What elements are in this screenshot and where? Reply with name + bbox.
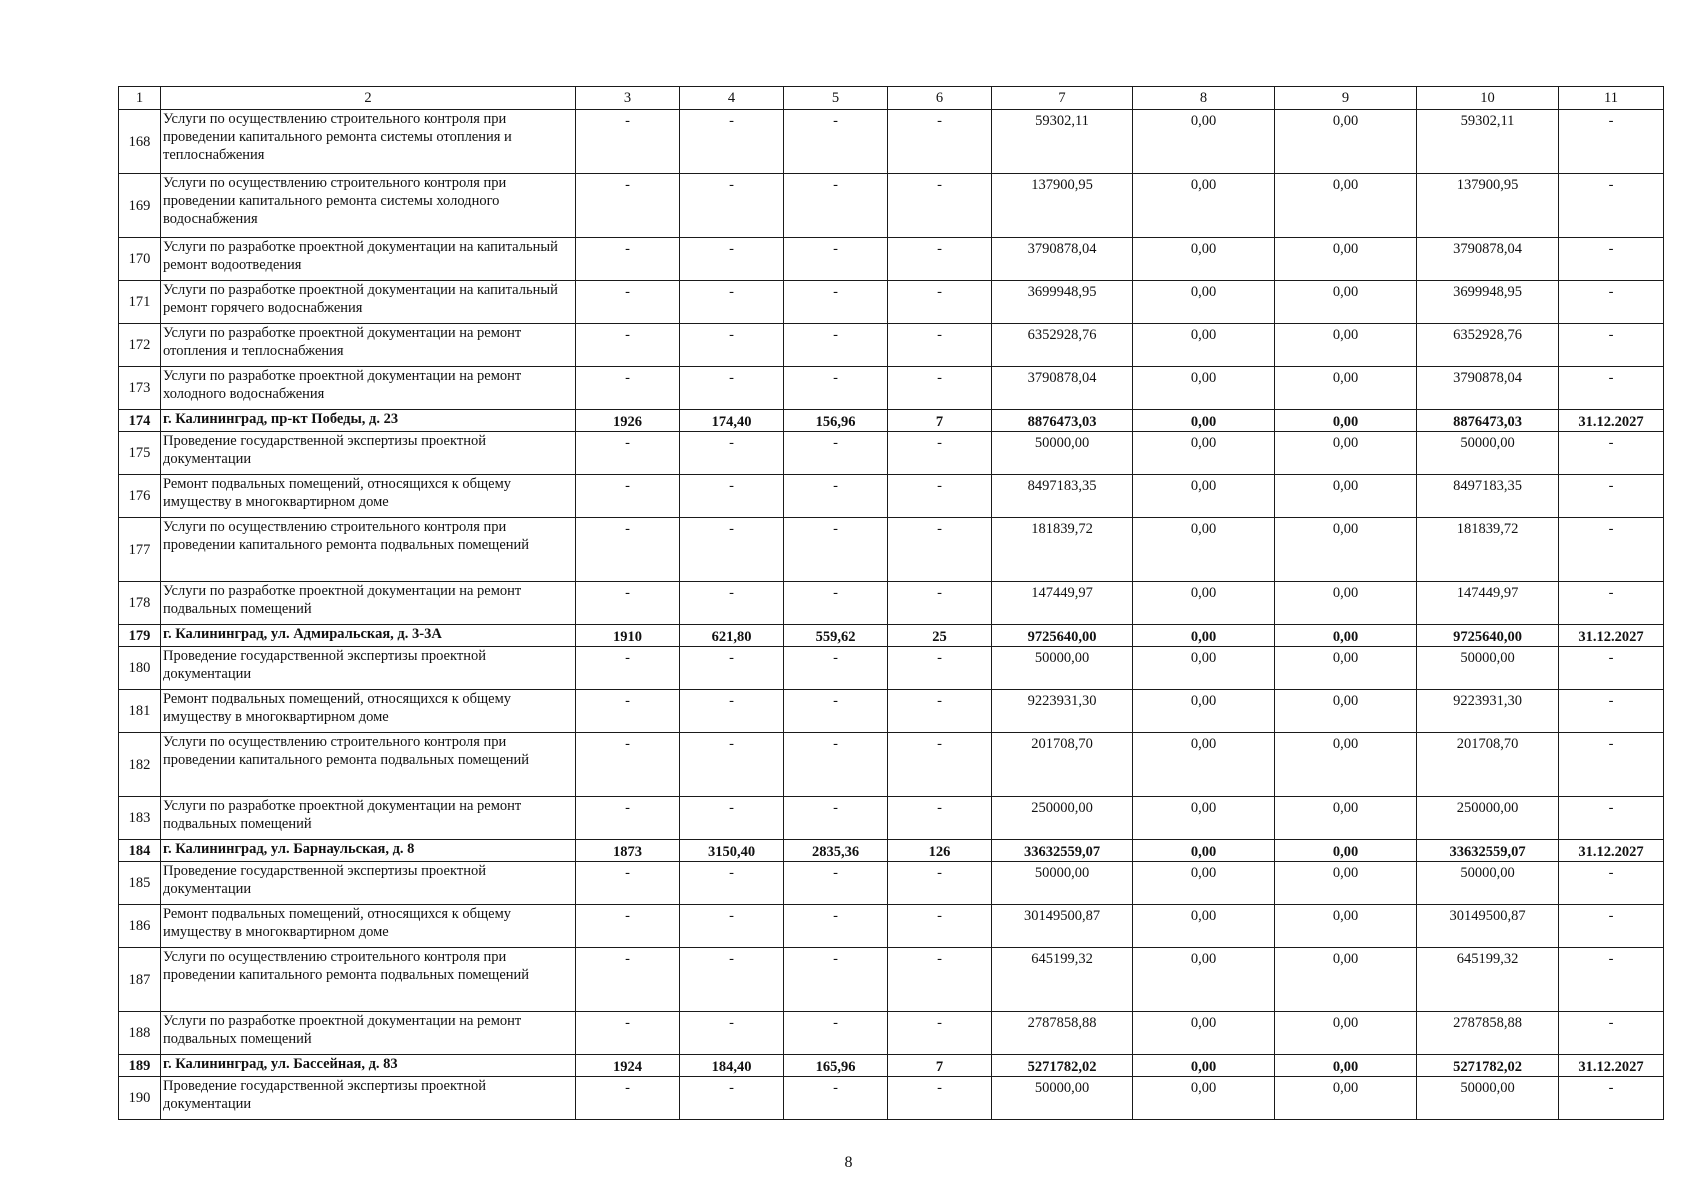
work-description-cell: Услуги по разработке проектной документации на ремонт холодного водоснабжения [161,367,576,410]
local-funds-cell: 0,00 [1275,862,1417,905]
federal-funds-cell: 0,00 [1133,948,1275,1012]
row-number-cell: 190 [119,1077,161,1120]
address-row [119,1055,1664,1077]
residents-count-cell: - [888,238,992,281]
residential-area-cell: - [784,733,888,797]
owner-funds-cell: 8497183,35 [1417,475,1559,518]
residents-count-cell: - [888,905,992,948]
federal-funds-cell: 0,00 [1133,1012,1275,1055]
row-number-cell: 170 [119,238,161,281]
federal-funds-cell: 0,00 [1133,1055,1275,1077]
local-funds-cell: 0,00 [1275,432,1417,475]
total-area-cell: - [680,518,784,582]
residents-count-cell: - [888,475,992,518]
total-area-cell: - [680,690,784,733]
owner-funds-cell: 30149500,87 [1417,905,1559,948]
total-cost-cell: 2787858,88 [992,1012,1133,1055]
total-area-cell: - [680,582,784,625]
commission-year-cell: - [576,690,680,733]
total-cost-cell: 137900,95 [992,174,1133,238]
residents-count-cell: 25 [888,625,992,647]
completion-date-cell: - [1559,281,1664,324]
work-item-row [119,582,1664,625]
owner-funds-cell: 50000,00 [1417,647,1559,690]
residents-count-cell: - [888,324,992,367]
completion-date-cell: - [1559,110,1664,174]
row-number-cell: 187 [119,948,161,1012]
work-description-cell: Услуги по осуществлению строительного контроля при проведении капитального ремонта системы холодного водоснабжения [161,174,576,238]
completion-date-cell: - [1559,905,1664,948]
completion-date-cell: - [1559,367,1664,410]
total-cost-cell: 250000,00 [992,797,1133,840]
row-number-cell: 183 [119,797,161,840]
completion-date-cell: - [1559,733,1664,797]
row-number-cell: 177 [119,518,161,582]
row-number-cell: 189 [119,1055,161,1077]
owner-funds-cell: 147449,97 [1417,582,1559,625]
work-description-cell: г. Калининград, пр-кт Победы, д. 23 [161,410,576,432]
federal-funds-cell: 0,00 [1133,625,1275,647]
residential-area-cell: - [784,1077,888,1120]
residential-area-cell: - [784,174,888,238]
work-item-row [119,110,1664,174]
total-area-cell: - [680,281,784,324]
completion-date-cell: - [1559,1077,1664,1120]
commission-year-cell: - [576,797,680,840]
work-description-cell: Услуги по осуществлению строительного контроля при проведении капитального ремонта подвальных помещений [161,948,576,1012]
total-area-cell: - [680,1012,784,1055]
federal-funds-cell: 0,00 [1133,647,1275,690]
work-item-row [119,1077,1664,1120]
residential-area-cell: - [784,797,888,840]
column-header: 2 [161,87,576,110]
residents-count-cell: 7 [888,410,992,432]
work-item-row [119,948,1664,1012]
residents-count-cell: - [888,174,992,238]
work-item-row [119,324,1664,367]
total-cost-cell: 3790878,04 [992,367,1133,410]
total-area-cell: - [680,174,784,238]
federal-funds-cell: 0,00 [1133,324,1275,367]
work-item-row [119,518,1664,582]
work-item-row [119,647,1664,690]
owner-funds-cell: 2787858,88 [1417,1012,1559,1055]
residents-count-cell: - [888,281,992,324]
owner-funds-cell: 181839,72 [1417,518,1559,582]
work-description-cell: Услуги по осуществлению строительного контроля при проведении капитального ремонта системы отопления и теплоснабжения [161,110,576,174]
row-number-cell: 168 [119,110,161,174]
total-cost-cell: 33632559,07 [992,840,1133,862]
column-header: 9 [1275,87,1417,110]
total-cost-cell: 50000,00 [992,1077,1133,1120]
work-description-cell: Услуги по разработке проектной документации на ремонт подвальных помещений [161,582,576,625]
commission-year-cell: 1910 [576,625,680,647]
total-area-cell: - [680,324,784,367]
commission-year-cell: - [576,432,680,475]
residential-area-cell: - [784,324,888,367]
owner-funds-cell: 59302,11 [1417,110,1559,174]
residents-count-cell: 126 [888,840,992,862]
total-area-cell: - [680,733,784,797]
residential-area-cell: - [784,367,888,410]
residents-count-cell: - [888,647,992,690]
completion-date-cell: - [1559,324,1664,367]
residents-count-cell: - [888,432,992,475]
federal-funds-cell: 0,00 [1133,174,1275,238]
commission-year-cell: - [576,475,680,518]
commission-year-cell: - [576,110,680,174]
local-funds-cell: 0,00 [1275,797,1417,840]
work-item-row [119,862,1664,905]
work-description-cell: Услуги по разработке проектной документации на капитальный ремонт водоотведения [161,238,576,281]
address-row [119,625,1664,647]
work-description-cell: Услуги по разработке проектной документации на ремонт подвальных помещений [161,797,576,840]
residential-area-cell: - [784,1012,888,1055]
completion-date-cell: 31.12.2027 [1559,625,1664,647]
page-number: 8 [844,1154,853,1171]
local-funds-cell: 0,00 [1275,1012,1417,1055]
owner-funds-cell: 3790878,04 [1417,238,1559,281]
work-item-row [119,475,1664,518]
row-number-cell: 188 [119,1012,161,1055]
work-description-cell: Ремонт подвальных помещений, относящихся к общему имуществу в многоквартирном доме [161,690,576,733]
local-funds-cell: 0,00 [1275,518,1417,582]
federal-funds-cell: 0,00 [1133,410,1275,432]
total-cost-cell: 5271782,02 [992,1055,1133,1077]
total-cost-cell: 50000,00 [992,432,1133,475]
federal-funds-cell: 0,00 [1133,432,1275,475]
federal-funds-cell: 0,00 [1133,1077,1275,1120]
completion-date-cell: - [1559,1012,1664,1055]
work-description-cell: Проведение государственной экспертизы проектной документации [161,862,576,905]
local-funds-cell: 0,00 [1275,1055,1417,1077]
document-sheet [118,86,1663,1120]
total-cost-cell: 50000,00 [992,647,1133,690]
work-item-row [119,1012,1664,1055]
row-number-cell: 182 [119,733,161,797]
row-number-cell: 172 [119,324,161,367]
address-row [119,840,1664,862]
total-cost-cell: 9725640,00 [992,625,1133,647]
residential-area-cell: 165,96 [784,1055,888,1077]
federal-funds-cell: 0,00 [1133,518,1275,582]
local-funds-cell: 0,00 [1275,948,1417,1012]
owner-funds-cell: 9725640,00 [1417,625,1559,647]
total-area-cell: - [680,475,784,518]
column-header: 8 [1133,87,1275,110]
residents-count-cell: - [888,948,992,1012]
commission-year-cell: - [576,1012,680,1055]
local-funds-cell: 0,00 [1275,690,1417,733]
federal-funds-cell: 0,00 [1133,862,1275,905]
work-description-cell: Услуги по разработке проектной документации на ремонт подвальных помещений [161,1012,576,1055]
residents-count-cell: - [888,690,992,733]
owner-funds-cell: 6352928,76 [1417,324,1559,367]
commission-year-cell: - [576,238,680,281]
commission-year-cell: - [576,1077,680,1120]
total-cost-cell: 8497183,35 [992,475,1133,518]
owner-funds-cell: 33632559,07 [1417,840,1559,862]
row-number-cell: 181 [119,690,161,733]
work-description-cell: Ремонт подвальных помещений, относящихся к общему имуществу в многоквартирном доме [161,905,576,948]
column-header: 5 [784,87,888,110]
total-area-cell: - [680,432,784,475]
federal-funds-cell: 0,00 [1133,733,1275,797]
row-number-cell: 179 [119,625,161,647]
column-header: 6 [888,87,992,110]
total-area-cell: - [680,905,784,948]
owner-funds-cell: 50000,00 [1417,862,1559,905]
federal-funds-cell: 0,00 [1133,281,1275,324]
residents-count-cell: - [888,1012,992,1055]
local-funds-cell: 0,00 [1275,625,1417,647]
owner-funds-cell: 8876473,03 [1417,410,1559,432]
commission-year-cell: - [576,862,680,905]
owner-funds-cell: 645199,32 [1417,948,1559,1012]
owner-funds-cell: 201708,70 [1417,733,1559,797]
owner-funds-cell: 250000,00 [1417,797,1559,840]
column-header: 4 [680,87,784,110]
total-cost-cell: 181839,72 [992,518,1133,582]
work-description-cell: Услуги по разработке проектной документации на ремонт отопления и теплоснабжения [161,324,576,367]
row-number-cell: 174 [119,410,161,432]
total-cost-cell: 9223931,30 [992,690,1133,733]
total-area-cell: - [680,238,784,281]
completion-date-cell: 31.12.2027 [1559,410,1664,432]
row-number-cell: 178 [119,582,161,625]
federal-funds-cell: 0,00 [1133,905,1275,948]
residents-count-cell: - [888,110,992,174]
commission-year-cell: - [576,324,680,367]
federal-funds-cell: 0,00 [1133,475,1275,518]
local-funds-cell: 0,00 [1275,905,1417,948]
column-number-header-row [119,87,1664,110]
federal-funds-cell: 0,00 [1133,582,1275,625]
residents-count-cell: - [888,518,992,582]
total-cost-cell: 3790878,04 [992,238,1133,281]
commission-year-cell: 1873 [576,840,680,862]
work-description-cell: Проведение государственной экспертизы проектной документации [161,1077,576,1120]
residential-area-cell: 156,96 [784,410,888,432]
commission-year-cell: - [576,948,680,1012]
local-funds-cell: 0,00 [1275,238,1417,281]
completion-date-cell: - [1559,948,1664,1012]
total-area-cell: - [680,367,784,410]
residential-area-cell: - [784,432,888,475]
work-item-row [119,432,1664,475]
local-funds-cell: 0,00 [1275,367,1417,410]
work-item-row [119,797,1664,840]
commission-year-cell: - [576,905,680,948]
table-body [119,87,1664,1120]
completion-date-cell: 31.12.2027 [1559,1055,1664,1077]
total-area-cell: - [680,1077,784,1120]
column-header: 10 [1417,87,1559,110]
federal-funds-cell: 0,00 [1133,238,1275,281]
total-area-cell: - [680,948,784,1012]
total-area-cell: 621,80 [680,625,784,647]
local-funds-cell: 0,00 [1275,733,1417,797]
owner-funds-cell: 137900,95 [1417,174,1559,238]
commission-year-cell: - [576,174,680,238]
residents-count-cell: - [888,862,992,905]
work-item-row [119,238,1664,281]
row-number-cell: 185 [119,862,161,905]
total-area-cell: - [680,647,784,690]
row-number-cell: 169 [119,174,161,238]
work-item-row [119,690,1664,733]
total-cost-cell: 50000,00 [992,862,1133,905]
total-area-cell: - [680,862,784,905]
federal-funds-cell: 0,00 [1133,840,1275,862]
work-description-cell: Проведение государственной экспертизы проектной документации [161,432,576,475]
commission-year-cell: - [576,733,680,797]
total-cost-cell: 201708,70 [992,733,1133,797]
total-cost-cell: 3699948,95 [992,281,1133,324]
registry-table [118,86,1664,1120]
federal-funds-cell: 0,00 [1133,690,1275,733]
residential-area-cell: - [784,518,888,582]
completion-date-cell: - [1559,690,1664,733]
local-funds-cell: 0,00 [1275,110,1417,174]
completion-date-cell: - [1559,647,1664,690]
federal-funds-cell: 0,00 [1133,110,1275,174]
row-number-cell: 175 [119,432,161,475]
commission-year-cell: - [576,647,680,690]
work-description-cell: Ремонт подвальных помещений, относящихся к общему имуществу в многоквартирном доме [161,475,576,518]
commission-year-cell: - [576,582,680,625]
commission-year-cell: - [576,518,680,582]
residential-area-cell: - [784,948,888,1012]
completion-date-cell: - [1559,862,1664,905]
residents-count-cell: - [888,797,992,840]
address-row [119,410,1664,432]
row-number-cell: 171 [119,281,161,324]
residential-area-cell: - [784,647,888,690]
column-header: 7 [992,87,1133,110]
local-funds-cell: 0,00 [1275,1077,1417,1120]
owner-funds-cell: 50000,00 [1417,1077,1559,1120]
federal-funds-cell: 0,00 [1133,797,1275,840]
work-item-row [119,281,1664,324]
work-description-cell: Услуги по осуществлению строительного контроля при проведении капитального ремонта подвальных помещений [161,733,576,797]
residential-area-cell: - [784,238,888,281]
local-funds-cell: 0,00 [1275,324,1417,367]
work-description-cell: Услуги по разработке проектной документации на капитальный ремонт горячего водоснабжения [161,281,576,324]
commission-year-cell: 1924 [576,1055,680,1077]
completion-date-cell: - [1559,174,1664,238]
total-cost-cell: 8876473,03 [992,410,1133,432]
column-header: 3 [576,87,680,110]
owner-funds-cell: 9223931,30 [1417,690,1559,733]
work-description-cell: г. Калининград, ул. Адмиральская, д. 3-3А [161,625,576,647]
total-cost-cell: 6352928,76 [992,324,1133,367]
completion-date-cell: - [1559,518,1664,582]
residential-area-cell: - [784,905,888,948]
owner-funds-cell: 3790878,04 [1417,367,1559,410]
work-item-row [119,174,1664,238]
residents-count-cell: - [888,582,992,625]
total-area-cell: 3150,40 [680,840,784,862]
completion-date-cell: - [1559,432,1664,475]
local-funds-cell: 0,00 [1275,174,1417,238]
total-area-cell: - [680,797,784,840]
local-funds-cell: 0,00 [1275,647,1417,690]
row-number-cell: 176 [119,475,161,518]
commission-year-cell: - [576,281,680,324]
work-description-cell: Проведение государственной экспертизы проектной документации [161,647,576,690]
total-area-cell: 174,40 [680,410,784,432]
local-funds-cell: 0,00 [1275,840,1417,862]
work-description-cell: г. Калининград, ул. Барнаульская, д. 8 [161,840,576,862]
residential-area-cell: 559,62 [784,625,888,647]
completion-date-cell: 31.12.2027 [1559,840,1664,862]
work-item-row [119,905,1664,948]
row-number-cell: 173 [119,367,161,410]
commission-year-cell: - [576,367,680,410]
total-area-cell: - [680,110,784,174]
work-description-cell: г. Калининград, ул. Бассейная, д. 83 [161,1055,576,1077]
residents-count-cell: - [888,1077,992,1120]
local-funds-cell: 0,00 [1275,582,1417,625]
completion-date-cell: - [1559,475,1664,518]
residential-area-cell: - [784,862,888,905]
work-item-row [119,367,1664,410]
work-item-row [119,733,1664,797]
federal-funds-cell: 0,00 [1133,367,1275,410]
total-cost-cell: 645199,32 [992,948,1133,1012]
local-funds-cell: 0,00 [1275,410,1417,432]
column-header: 1 [119,87,161,110]
residential-area-cell: - [784,582,888,625]
residents-count-cell: 7 [888,1055,992,1077]
commission-year-cell: 1926 [576,410,680,432]
total-cost-cell: 30149500,87 [992,905,1133,948]
local-funds-cell: 0,00 [1275,475,1417,518]
residential-area-cell: - [784,690,888,733]
row-number-cell: 180 [119,647,161,690]
total-cost-cell: 147449,97 [992,582,1133,625]
completion-date-cell: - [1559,582,1664,625]
completion-date-cell: - [1559,238,1664,281]
total-area-cell: 184,40 [680,1055,784,1077]
residential-area-cell: - [784,281,888,324]
row-number-cell: 186 [119,905,161,948]
owner-funds-cell: 5271782,02 [1417,1055,1559,1077]
residential-area-cell: 2835,36 [784,840,888,862]
owner-funds-cell: 50000,00 [1417,432,1559,475]
residential-area-cell: - [784,475,888,518]
row-number-cell: 184 [119,840,161,862]
work-description-cell: Услуги по осуществлению строительного контроля при проведении капитального ремонта подвальных помещений [161,518,576,582]
residents-count-cell: - [888,367,992,410]
residential-area-cell: - [784,110,888,174]
residents-count-cell: - [888,733,992,797]
column-header: 11 [1559,87,1664,110]
local-funds-cell: 0,00 [1275,281,1417,324]
completion-date-cell: - [1559,797,1664,840]
total-cost-cell: 59302,11 [992,110,1133,174]
owner-funds-cell: 3699948,95 [1417,281,1559,324]
